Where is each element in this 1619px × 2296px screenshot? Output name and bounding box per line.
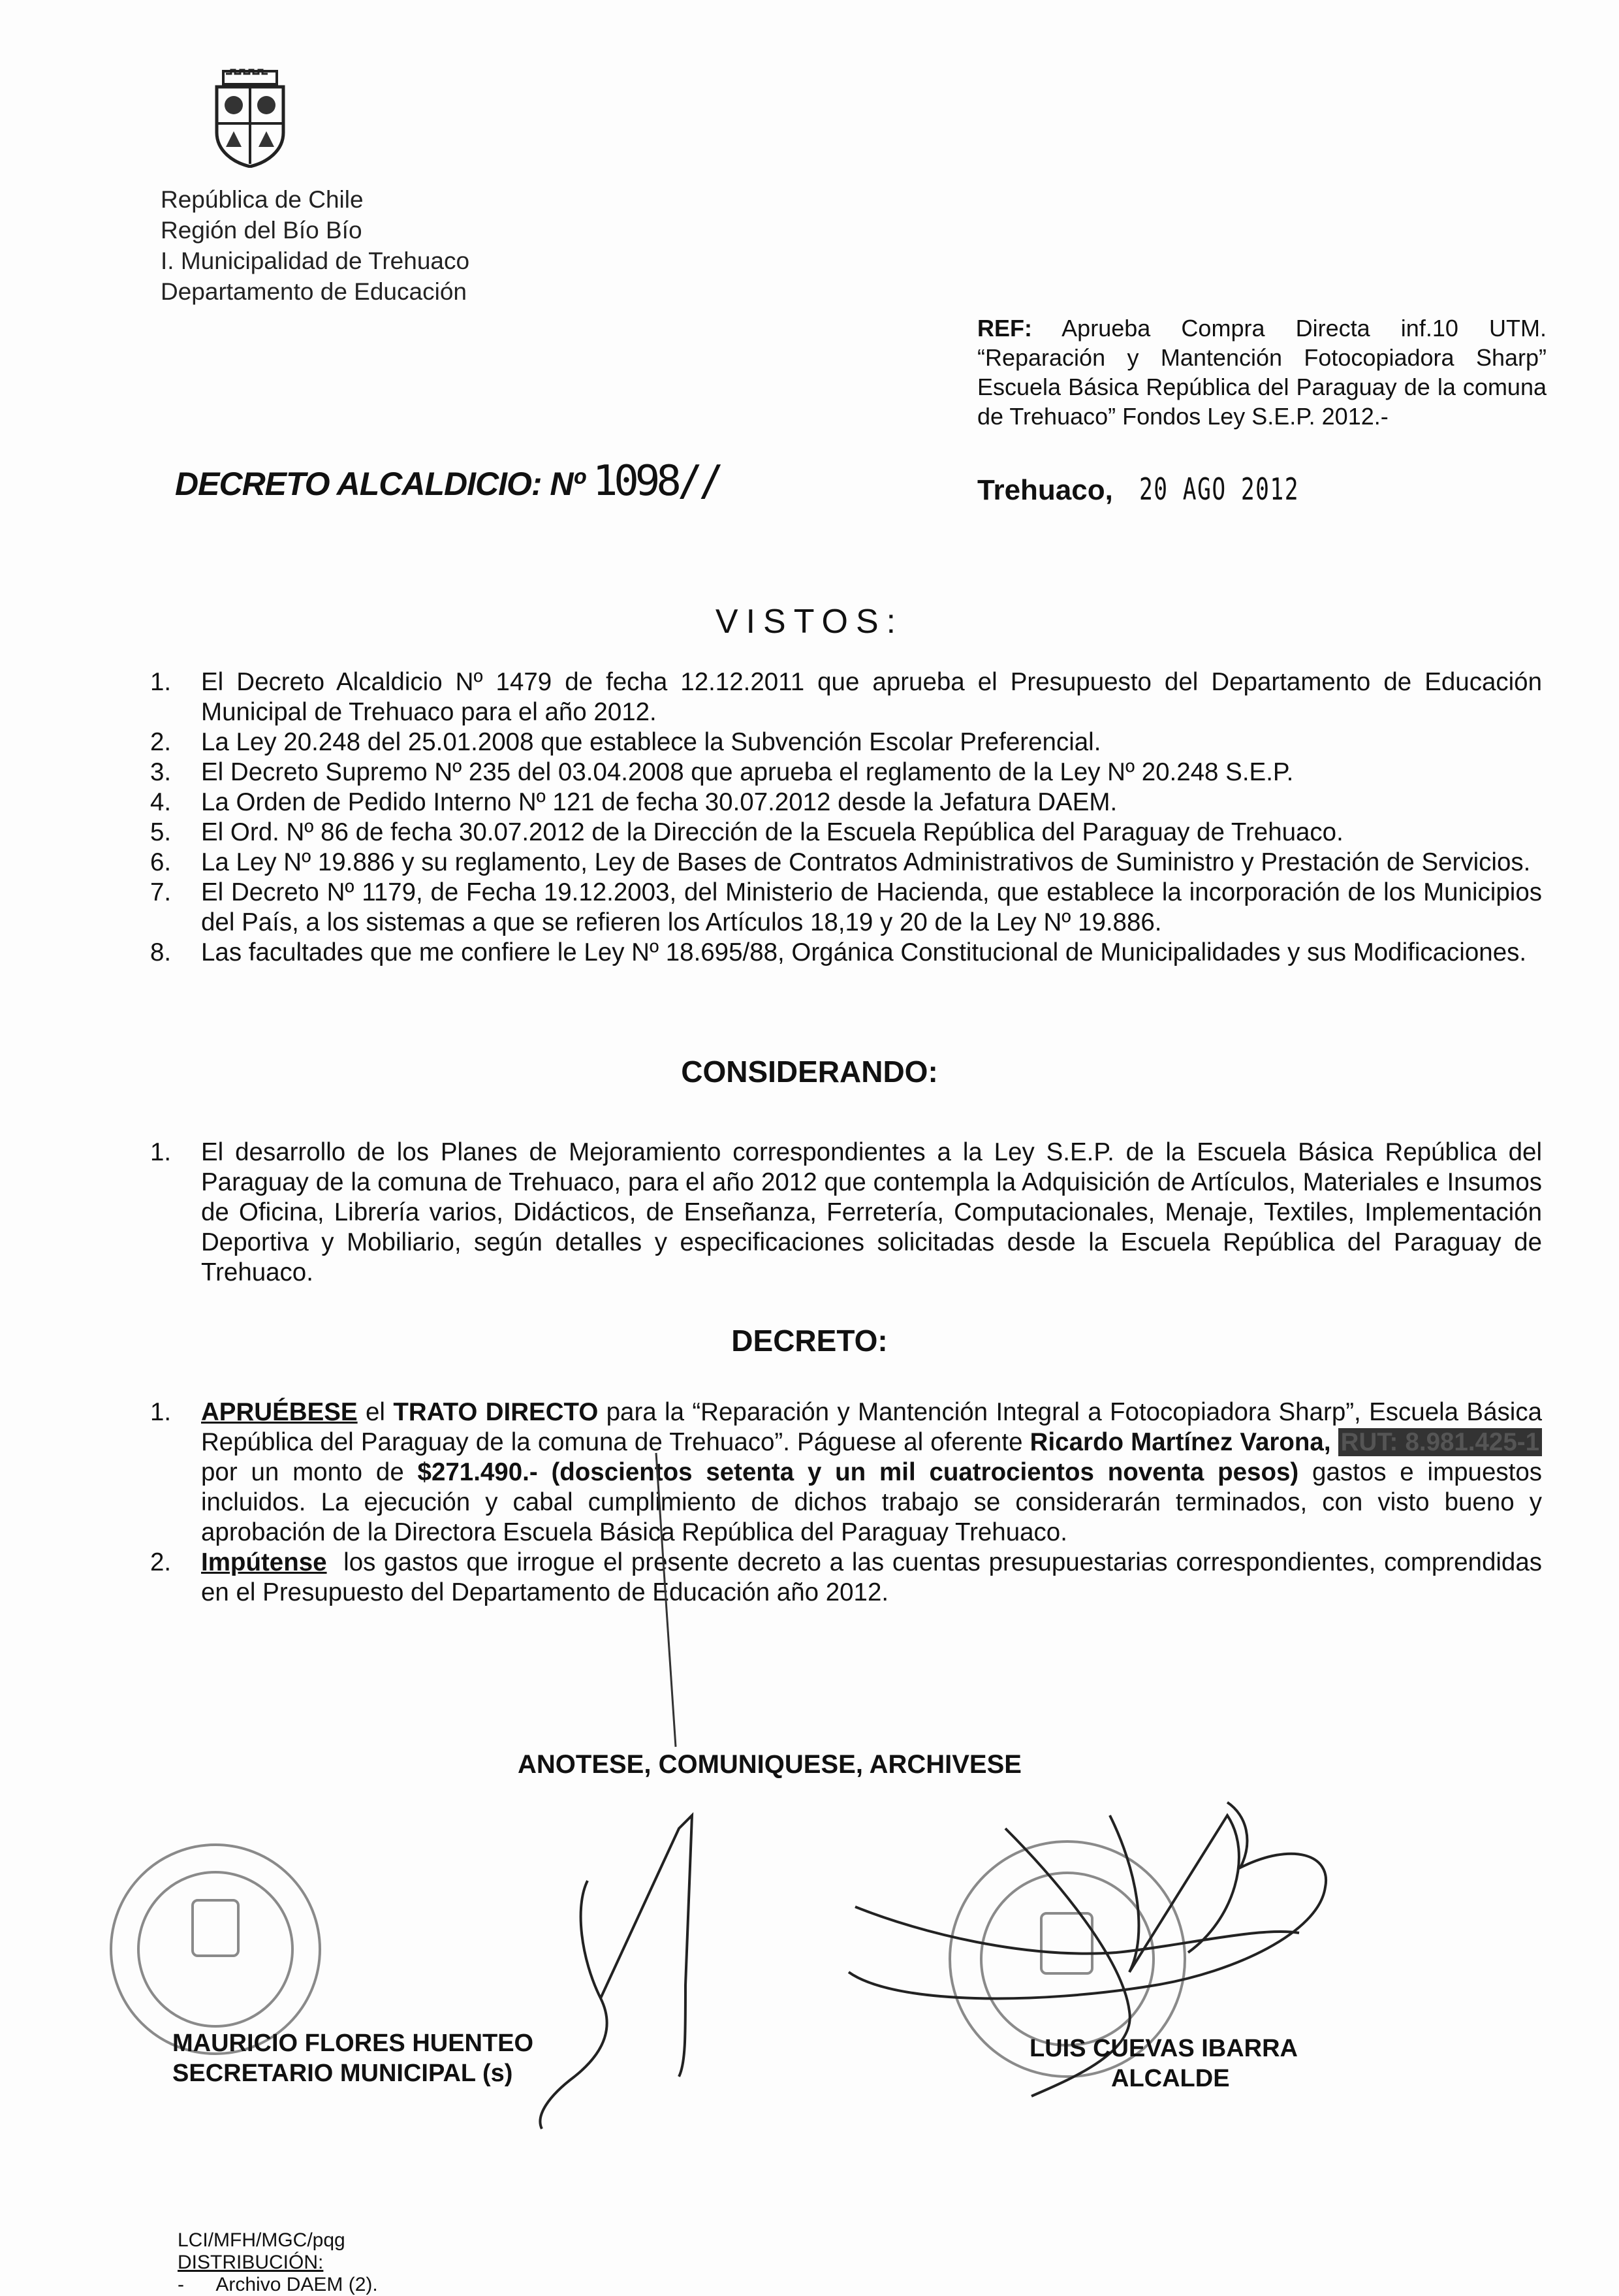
list-item bbox=[150, 818, 1542, 848]
vistos-list bbox=[150, 667, 1542, 968]
distribution-item: - Archivo DAEM (2). bbox=[178, 2274, 378, 2295]
item-text: La Ley Nº 19.886 y su reglamento, Ley de Bases de Contratos Administrativos de Suministro y Prestación de Servicios. bbox=[201, 848, 1531, 876]
decree-number bbox=[175, 457, 720, 505]
closing-formula: ANOTESE, COMUNIQUESE, ARCHIVESE bbox=[518, 1750, 1022, 1779]
item-number: 2. bbox=[150, 1548, 172, 1576]
place: Trehuaco, bbox=[977, 474, 1113, 506]
header-country: República de Chile bbox=[161, 186, 364, 213]
issuer-header bbox=[161, 184, 469, 307]
item-text: Las facultades que me confiere le Ley Nº 18.695/88, Orgánica Constitucional de Municipalidades y sus Modificaciones. bbox=[201, 938, 1527, 966]
item-number: 1. bbox=[150, 668, 172, 696]
item-number: 1. bbox=[150, 1138, 172, 1166]
item-text: La Ley 20.248 del 25.01.2008 que establece la Subvención Escolar Preferencial. bbox=[201, 728, 1101, 756]
item-text: para la “Reparación y Mantención Integral a Fotocopiadora Sharp”, Escuela Básica República del Paraguay de la comuna de Trehuaco”. Páguese al oferente bbox=[201, 1398, 1542, 1456]
considerando-heading: CONSIDERANDO: bbox=[681, 1055, 938, 1089]
decree-label: DECRETO ALCALDICIO: Nº bbox=[175, 466, 584, 502]
decreto-list bbox=[150, 1397, 1549, 1608]
item-number: 7. bbox=[150, 878, 172, 906]
considerando-list bbox=[150, 1138, 1542, 1288]
list-item bbox=[150, 1138, 1542, 1288]
mayor-name: LUIS CUEVAS IBARRA bbox=[1030, 2035, 1298, 2062]
approve-verb: APRUÉBESE bbox=[201, 1398, 358, 1426]
item-text: El Decreto Supremo Nº 235 del 03.04.2008 que aprueba el reglamento de la Ley Nº 20.248 S.E.P. bbox=[201, 758, 1294, 786]
ref-text: Aprueba Compra Directa inf.10 UTM. “Reparación y Mantención Fotocopiadora Sharp” Escuela Básica República del Paraguay de la comuna de Trehuaco” Fondos Ley S.E.P. 2012.- bbox=[977, 315, 1547, 430]
header-municipality: I. Municipalidad de Trehuaco bbox=[161, 247, 470, 274]
decreto-heading: DECRETO: bbox=[731, 1324, 888, 1358]
item-text: por un monto de bbox=[201, 1458, 418, 1486]
list-item bbox=[150, 848, 1542, 878]
item-text: El Ord. Nº 86 de fecha 30.07.2012 de la Dirección de la Escuela República del Paraguay de Trehuaco. bbox=[201, 818, 1344, 846]
mayor-title: ALCALDE bbox=[1111, 2065, 1230, 2092]
secretary-signature bbox=[540, 1815, 692, 2129]
item-text: gastos e impuestos incluidos. La ejecución y cabal cumplimiento de dichos trabajo se considerarán terminados, con visto bueno y aprobación de la Directora Escuela Básica República del Paraguay Trehuaco. bbox=[201, 1458, 1542, 1546]
secretary-title: SECRETARIO MUNICIPAL (s) bbox=[172, 2060, 513, 2087]
item-number: 4. bbox=[150, 788, 172, 816]
item-number: 3. bbox=[150, 758, 172, 786]
vistos-heading: VISTOS: bbox=[715, 603, 904, 641]
mayor-signature-block bbox=[1030, 2033, 1298, 2094]
item-number: 6. bbox=[150, 848, 172, 876]
reference-block bbox=[977, 313, 1547, 431]
item-text: el bbox=[357, 1398, 394, 1426]
item-number: 5. bbox=[150, 818, 172, 846]
list-item bbox=[150, 727, 1542, 757]
header-department: Departamento de Educación bbox=[161, 278, 467, 305]
redacted-rut: RUT: 8.981.425-1 bbox=[1338, 1428, 1542, 1456]
list-item bbox=[150, 938, 1542, 968]
footer bbox=[178, 2229, 378, 2296]
item-number: 8. bbox=[150, 938, 172, 966]
item-text: El desarrollo de los Planes de Mejoramiento correspondientes a la Ley S.E.P. de la Escuela Básica República del Paraguay de la comuna de Trehuaco, para el año 2012 que contempla la Adquisición de Artículos, Materiales e Insumos de Oficina, Librería varios, Didácticos, de Enseñanza, Ferretería, Computacionales, Menaje, Textiles, Implementación Deportiva y Mobiliario, según detalles y especificaciones solicitadas desde la Escuela República del Paraguay de Trehuaco. bbox=[201, 1138, 1542, 1286]
secretary-name: MAURICIO FLORES HUENTEO bbox=[172, 2030, 534, 2057]
municipal-crest-logo bbox=[212, 69, 289, 168]
trato-directo: TRATO DIRECTO bbox=[393, 1398, 599, 1426]
list-item bbox=[150, 1548, 1549, 1608]
list-item bbox=[150, 788, 1542, 818]
decree-number-handwritten: 1098// bbox=[592, 457, 720, 505]
distribution-label: DISTRIBUCIÓN: bbox=[178, 2252, 324, 2273]
ref-label: REF: bbox=[977, 315, 1032, 342]
header-region: Región del Bío Bío bbox=[161, 217, 362, 244]
secretary-seal-stamp bbox=[111, 1845, 320, 2054]
item-text: La Orden de Pedido Interno Nº 121 de fecha 30.07.2012 desde la Jefatura DAEM. bbox=[201, 788, 1118, 816]
item-text: los gastos que irrogue el presente decreto a las cuentas presupuestarias correspondientes, comprendidas en el Presupuesto del Departamento de Educación año 2012. bbox=[201, 1548, 1549, 1606]
list-item bbox=[150, 667, 1542, 727]
initials: LCI/MFH/MGC/pqg bbox=[178, 2229, 345, 2251]
item-text: El Decreto Nº 1179, de Fecha 19.12.2003, del Ministerio de Hacienda, que establece la incorporación de los Municipios del País, a los sistemas a que se refieren los Artículos 18,19 y 20 de la Ley Nº 19.886. bbox=[201, 878, 1542, 936]
list-item bbox=[150, 757, 1542, 788]
list-item bbox=[150, 1397, 1542, 1548]
list-item bbox=[150, 878, 1542, 938]
secretary-signature-block bbox=[172, 2028, 533, 2088]
vendor-name: Ricardo Martínez Varona, bbox=[1030, 1428, 1331, 1456]
place-date bbox=[977, 471, 1353, 507]
amount: $271.490.- (doscientos setenta y un mil cuatrocientos noventa pesos) bbox=[417, 1458, 1299, 1486]
item-text: El Decreto Alcaldicio Nº 1479 de fecha 12.12.2011 que aprueba el Presupuesto del Departamento de Educación Municipal de Trehuaco para el año 2012. bbox=[201, 668, 1542, 726]
item-number: 1. bbox=[150, 1398, 172, 1426]
impute-verb: Impútense bbox=[201, 1548, 327, 1576]
item-number: 2. bbox=[150, 728, 172, 756]
date-stamp: 20 AGO 2012 bbox=[1139, 471, 1300, 507]
